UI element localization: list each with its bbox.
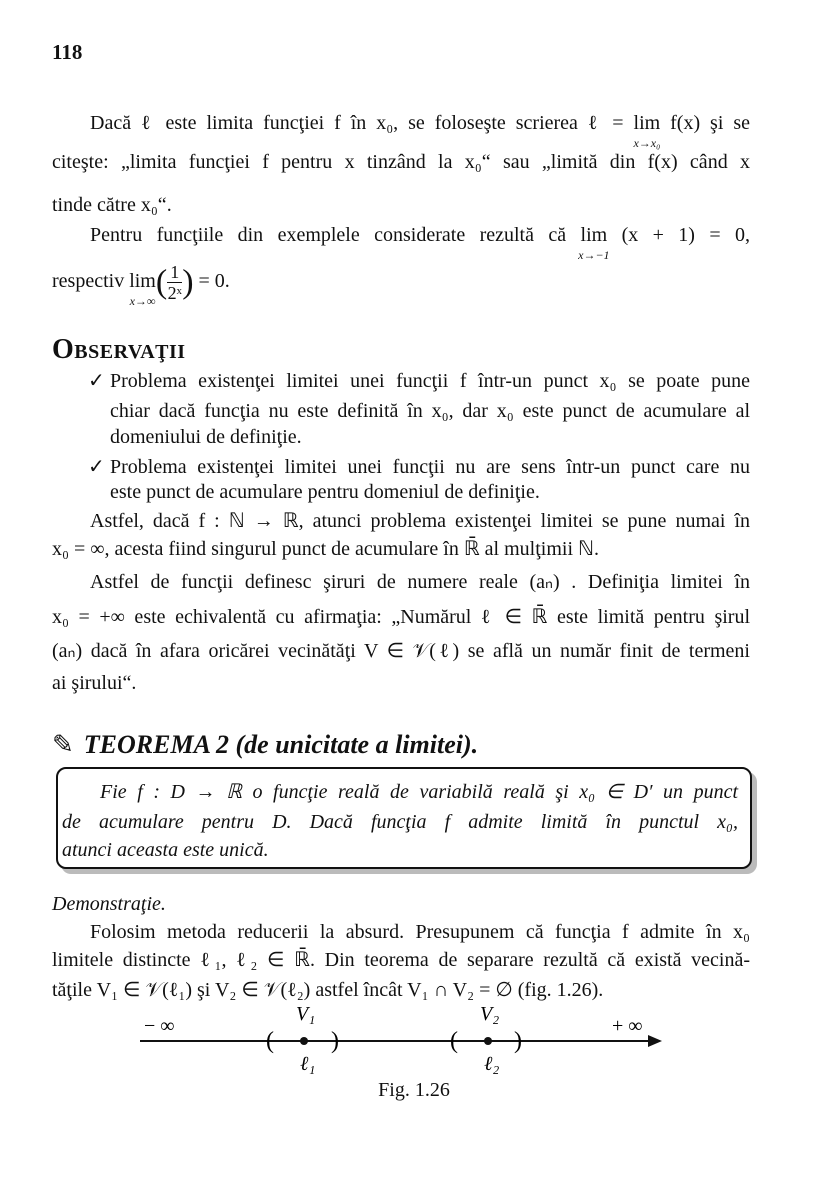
- limit-expression: [633, 111, 661, 150]
- lim: lim: [633, 112, 661, 134]
- text-line: limitele distincte ℓ₁, ℓ₂ ∈ ℝ̄. Din teorema de separare rezultă că există vecină-: [52, 949, 750, 971]
- text-line: tăţile V₁ ∈ 𝒱(ℓ₁) şi V₂ ∈ 𝒱(ℓ₂) astfel încât V₁ ∩ V₂ = ∅ (fig. 1.26).: [52, 979, 604, 1001]
- text: f(x) şi se: [660, 112, 750, 134]
- lim: lim: [129, 270, 156, 293]
- v1-label: V₁: [296, 1003, 316, 1025]
- plus-infinity-label: + ∞: [612, 1015, 643, 1037]
- number-line-figure: [0, 1000, 828, 1080]
- theorem-heading: [52, 730, 478, 760]
- bullet-line: Problema existenţei limitei unei funcţii f într-un punct x₀ se poate pune: [110, 370, 750, 392]
- pointing-hand-icon: ✎: [52, 730, 74, 759]
- text-line: [52, 223, 750, 262]
- fraction: [167, 262, 182, 303]
- bullet-line: domeniului de definiţie.: [110, 426, 302, 448]
- text-line: [52, 111, 750, 150]
- close-paren: ): [514, 1028, 522, 1054]
- text-line: Astfel, dacă f : ℕ → ℝ, atunci problema existenţei limitei se pune numai în: [90, 510, 750, 532]
- bullet-line: chiar dacă funcţia nu este definită în x₀, dar x₀ este punct de acumulare al: [110, 400, 750, 422]
- text: respectiv: [52, 270, 130, 293]
- limit-expression: [578, 223, 610, 262]
- close-paren: ): [331, 1028, 339, 1054]
- l1-label: ℓ₁: [300, 1053, 316, 1075]
- theorem-line: atunci aceasta este unică.: [62, 839, 269, 861]
- text-line: (aₙ) dacă în afara oricărei vecinătăţi V ∈ 𝒱(ℓ) se află un număr finit de termeni: [52, 640, 750, 662]
- text-line: x₀ = +∞ este echivalentă cu afirmaţia: „Numărul ℓ ∈ ℝ̄ este limită pentru şirul: [52, 606, 750, 628]
- text-line: citeşte: „limita funcţiei f pentru x tinzând la x₀“ sau „limită din f(x) când x: [52, 151, 750, 173]
- limit-expression: [129, 269, 156, 309]
- text-line: x₀ = ∞, acesta fiind singurul punct de acumulare în ℝ̄ al mulţimii ℕ.: [52, 538, 600, 560]
- arrow-head-icon: [648, 1035, 662, 1047]
- open-paren: (: [450, 1028, 458, 1054]
- theorem-line: de acumulare pentru D. Dacă funcţia f admite limită în punctul x₀,: [62, 811, 738, 833]
- lim-subscript: x→x₀: [633, 136, 661, 150]
- figure-caption: Fig. 1.26: [378, 1079, 450, 1101]
- text-line: tinde către x₀“.: [52, 194, 172, 216]
- minus-infinity-label: − ∞: [144, 1015, 175, 1037]
- text-line: ai şirului“.: [52, 672, 137, 694]
- l2-label: ℓ₂: [484, 1053, 500, 1075]
- checkmark-icon: ✓: [88, 456, 105, 478]
- text-line: respectiv lim x→∞ ( $\frac{1}{\text{2ˣ}}$ ) = 0.: [52, 262, 750, 303]
- proof-heading: Demonstraţie.: [52, 893, 166, 915]
- text-line: Astfel de funcţii definesc şiruri de numere reale (aₙ) . Definiţia limitei în: [90, 571, 750, 593]
- point-l2: [484, 1037, 492, 1045]
- lim: lim: [580, 224, 608, 246]
- text: (x + 1) = 0,: [621, 224, 750, 246]
- lim-subscript: x→∞: [129, 294, 156, 309]
- point-l1: [300, 1037, 308, 1045]
- checkmark-icon: ✓: [88, 370, 105, 392]
- numerator: 1: [167, 262, 182, 283]
- section-heading: Observaţii: [52, 334, 186, 365]
- text: = 0.: [193, 270, 230, 293]
- lim-subscript: x→−1: [578, 248, 610, 262]
- open-paren: (: [266, 1028, 274, 1054]
- text: Dacă ℓ este limita funcţiei f în x₀, se foloseşte scrierea ℓ =: [90, 112, 634, 134]
- theorem-line: Fie f : D → ℝ o funcţie reală de variabilă reală şi x₀ ∈ D′ un punct: [100, 781, 738, 803]
- page-number: 118: [52, 40, 83, 64]
- denominator: 2ˣ: [167, 283, 182, 303]
- v2-label: V₂: [480, 1003, 500, 1025]
- bullet-line: este punct de acumulare pentru domeniul de definiţie.: [110, 481, 540, 503]
- bullet-line: Problema existenţei limitei unei funcţii nu are sens într-un punct care nu: [110, 456, 750, 478]
- theorem-title: TEOREMA 2 (de unicitate a limitei).: [83, 730, 479, 759]
- text: Pentru funcţiile din exemplele considerate rezultă că: [90, 224, 581, 246]
- text-line: Folosim metoda reducerii la absurd. Presupunem că funcţia f admite în x₀: [90, 921, 750, 943]
